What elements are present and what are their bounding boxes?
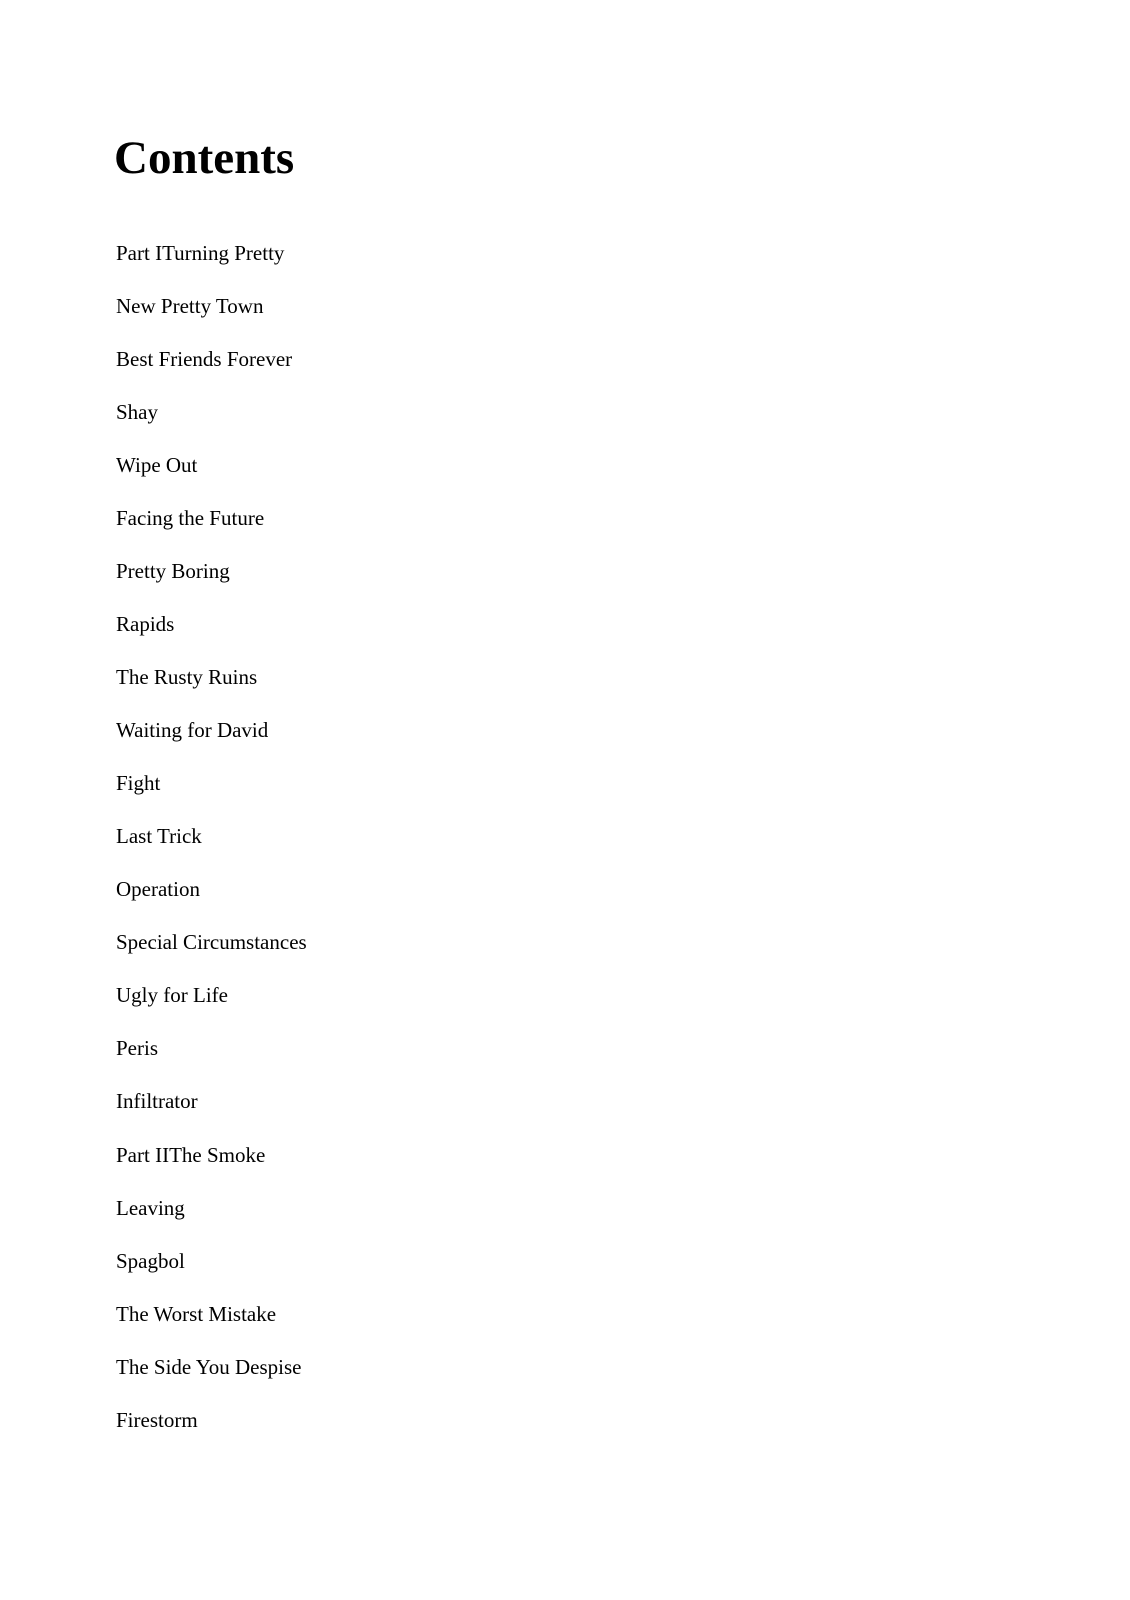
toc-entry[interactable]: Last Trick xyxy=(116,824,202,848)
toc-entry[interactable]: The Worst Mistake xyxy=(116,1302,277,1326)
toc-entry[interactable]: The Side You Despise xyxy=(116,1355,302,1379)
toc-entry[interactable]: Facing the Future xyxy=(116,506,265,530)
toc-entry[interactable]: Fight xyxy=(116,771,161,795)
toc-entry[interactable]: Spagbol xyxy=(116,1249,185,1273)
toc-entry[interactable]: Firestorm xyxy=(116,1408,198,1432)
toc-entry[interactable]: Leaving xyxy=(116,1196,185,1220)
toc-entry[interactable]: New Pretty Town xyxy=(116,294,264,318)
toc-entry[interactable]: Part ITurning Pretty xyxy=(116,241,285,265)
toc-entry[interactable]: Rapids xyxy=(116,612,175,636)
toc-entry[interactable]: Wipe Out xyxy=(116,453,198,477)
toc-entry[interactable]: Part IIThe Smoke xyxy=(116,1143,266,1167)
toc-entry[interactable]: The Rusty Ruins xyxy=(116,665,258,689)
toc-list xyxy=(114,240,1070,1434)
toc-entry[interactable]: Infiltrator xyxy=(116,1089,198,1113)
toc-entry[interactable]: Best Friends Forever xyxy=(116,347,293,371)
toc-entry[interactable]: Special Circumstances xyxy=(116,930,307,954)
toc-entry[interactable]: Operation xyxy=(116,877,200,901)
toc-entry[interactable]: Ugly for Life xyxy=(116,983,228,1007)
page-title: Contents xyxy=(114,132,295,184)
toc-entry[interactable]: Shay xyxy=(116,400,158,424)
toc-entry[interactable]: Pretty Boring xyxy=(116,559,230,583)
toc-entry[interactable]: Waiting for David xyxy=(116,718,269,742)
toc-entry[interactable]: Peris xyxy=(116,1036,158,1060)
